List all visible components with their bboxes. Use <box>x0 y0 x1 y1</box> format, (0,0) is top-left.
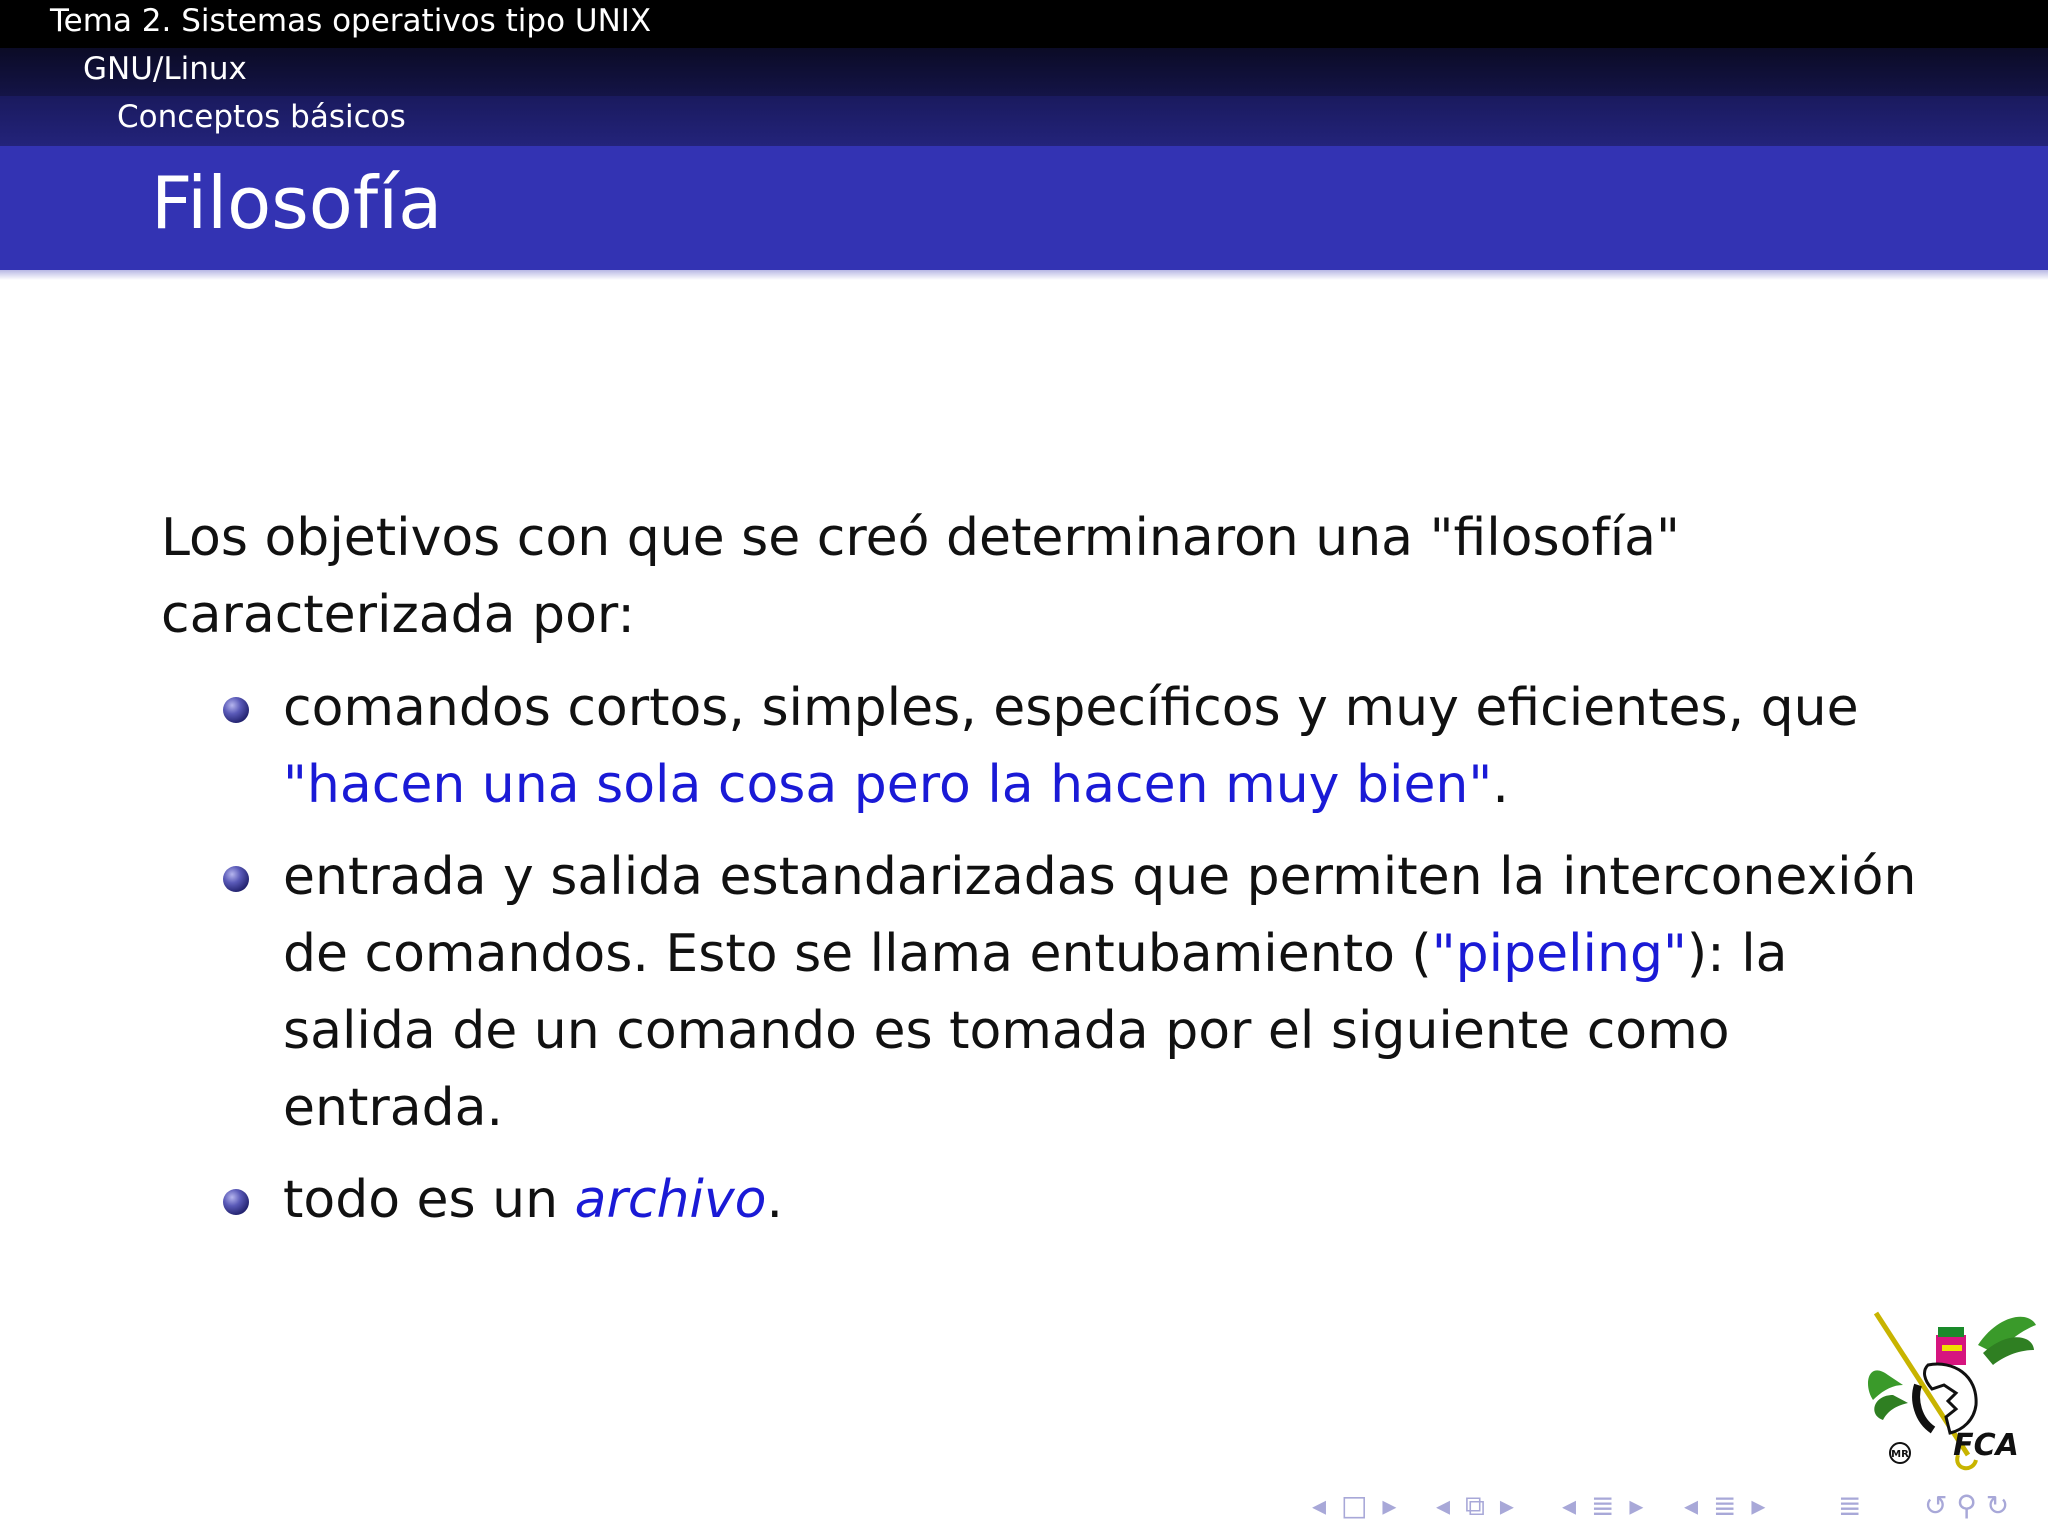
bullet-icon <box>223 697 249 723</box>
nav-frame-group <box>1436 1488 1514 1524</box>
bullet-icon <box>223 866 249 892</box>
nav-back-icon[interactable]: ↺ <box>1924 1489 1948 1522</box>
nav-section-prev-icon[interactable]: ◂ <box>1684 1489 1699 1522</box>
item-text: entrada y salida estandarizadas que permiten la interconexión de comandos. Esto se llama entubamiento ( <box>283 847 1917 984</box>
item-highlight: "pipeling" <box>1431 924 1687 984</box>
nav-align-icon[interactable]: ≣ <box>1838 1489 1862 1522</box>
nav-subsection-prev-icon[interactable]: ◂ <box>1562 1489 1577 1522</box>
nav-forward-icon[interactable]: ↻ <box>1985 1489 2010 1522</box>
list-item <box>161 1162 1921 1239</box>
nav-frame-next-icon[interactable]: ▸ <box>1499 1489 1514 1522</box>
slide-body <box>161 500 1921 1254</box>
nav-slide-next-icon[interactable]: ▸ <box>1382 1489 1397 1522</box>
bullet-list <box>161 670 1921 1239</box>
nav-subsection-group <box>1562 1488 1643 1524</box>
list-item <box>161 839 1921 1147</box>
header-subsubsection-title[interactable]: Conceptos básicos <box>117 99 406 135</box>
nav-slide-prev-icon[interactable]: ◂ <box>1312 1489 1327 1522</box>
nav-slide-group <box>1312 1488 1396 1524</box>
nav-frame-icon[interactable]: ⧉ <box>1464 1489 1485 1522</box>
nav-frame-prev-icon[interactable]: ◂ <box>1436 1489 1451 1522</box>
item-text-end: ): la salida de un comando es tomada por el siguiente como entrada. <box>283 924 1788 1138</box>
item-text: comandos cortos, simples, específicos y muy eficientes, que <box>283 678 1859 738</box>
header-subsection-bar <box>0 48 2048 96</box>
nav-history-group <box>1924 1488 2009 1524</box>
item-text: todo es un <box>283 1170 575 1230</box>
frame-title: Filosofía <box>151 161 443 245</box>
header-section-bar <box>0 0 2048 48</box>
item-highlight: "hacen una sola cosa pero la hacen muy bien" <box>283 755 1493 815</box>
header-section-title[interactable]: Tema 2. Sistemas operativos tipo UNIX <box>50 3 652 39</box>
nav-subsection-icon[interactable]: ≣ <box>1590 1489 1615 1522</box>
list-item <box>161 670 1921 824</box>
institution-logo <box>1858 1305 2038 1475</box>
nav-slide-icon[interactable]: □ <box>1340 1489 1368 1522</box>
bullet-icon <box>223 1189 249 1215</box>
nav-section-icon[interactable]: ≣ <box>1712 1489 1737 1522</box>
logo-letters: FCA <box>1953 1428 2019 1463</box>
nav-section-group <box>1684 1488 1765 1524</box>
nav-align-group <box>1838 1488 1861 1524</box>
item-highlight: archivo <box>574 1170 767 1230</box>
item-text-end: . <box>766 1170 783 1230</box>
intro-paragraph: Los objetivos con que se creó determinaron una "filosofía" caracterizada por: <box>161 508 1680 645</box>
nav-search-icon[interactable]: ⚲ <box>1956 1489 1977 1522</box>
item-text-end: . <box>1492 755 1509 815</box>
logo-badge: MR <box>1891 1449 1909 1460</box>
frame-title-shadow <box>0 270 2048 280</box>
header-subsection-title[interactable]: GNU/Linux <box>83 51 247 87</box>
nav-section-next-icon[interactable]: ▸ <box>1751 1489 1766 1522</box>
nav-subsection-next-icon[interactable]: ▸ <box>1629 1489 1644 1522</box>
header-subsubsection-bar <box>0 96 2048 146</box>
